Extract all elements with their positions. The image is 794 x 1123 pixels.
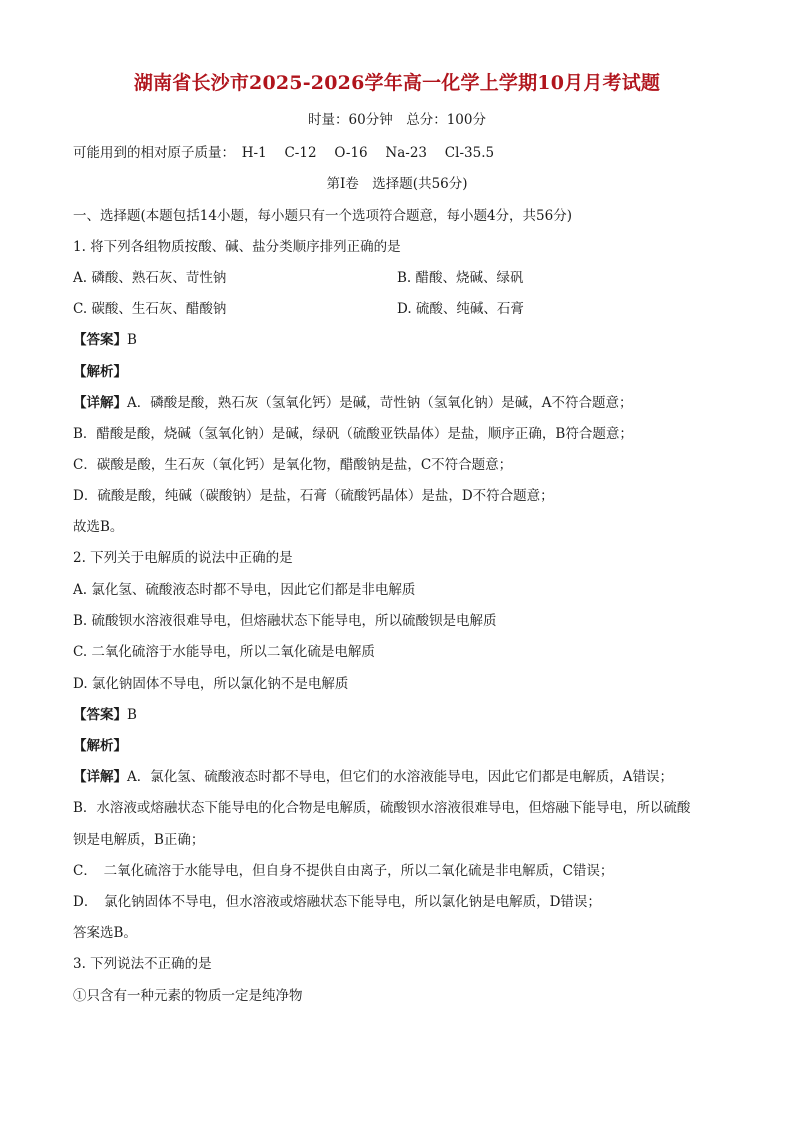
q2-stem: 2. 下列关于电解质的说法中正确的是 [73, 550, 293, 566]
q2-answer [73, 703, 137, 723]
q2-option-d: D. 氯化钠固体不导电，所以氯化钠不是电解质 [73, 676, 349, 692]
q1-answer [73, 328, 137, 348]
q1-detail-c: C．碳酸是酸，生石灰（氧化钙）是氧化物，醋酸钠是盐，C不符合题意； [73, 457, 513, 473]
q2-option-c: C. 二氧化硫溶于水能导电，所以二氧化硫是电解质 [73, 644, 375, 660]
answer-value: B [127, 332, 137, 348]
q3-item-1: ①只含有一种元素的物质一定是纯净物 [73, 988, 303, 1004]
q2-detail-c: C． 二氧化硫溶于水能导电，但自身不提供自由离子，所以二氧化硫是非电解质，C错误； [73, 863, 614, 879]
q1-option-b: B. 醋酸、烧碱、绿矾 [397, 270, 524, 286]
answer-value: B [127, 707, 137, 723]
q2-detail-d: D． 氯化钠固体不导电，但水溶液或熔融状态下能导电，所以氯化钠是电解质，D错误； [73, 894, 601, 910]
q2-detail-b1: B．水溶液或熔融状态下能导电的化合物是电解质，硫酸钡水溶液很难导电，但熔融下能导电，所以硫酸 [73, 800, 691, 816]
q1-analysis-tag [73, 360, 127, 380]
answer-tag: 【答案】 [73, 332, 127, 348]
section-intro: 一、选择题(本题包括14小题，每小题只有一个选项符合题意，每小题4分，共56分) [73, 208, 572, 224]
detail-text: A．氯化氢、硫酸液态时都不导电，但它们的水溶液能导电，因此它们都是电解质，A错误； [127, 769, 673, 785]
q3-stem: 3. 下列说法不正确的是 [73, 956, 212, 972]
q2-analysis-tag [73, 734, 127, 754]
answer-tag: 【答案】 [73, 707, 127, 723]
q2-detail-a [73, 765, 673, 785]
q1-detail-b: B．醋酸是酸，烧碱（氢氧化钠）是碱，绿矾（硫酸亚铁晶体）是盐，顺序正确，B符合题意； [73, 426, 633, 442]
q2-option-a: A. 氯化氢、硫酸液态时都不导电，因此它们都是非电解质 [73, 582, 416, 598]
q1-detail-d: D．硫酸是酸，纯碱（碳酸钠）是盐，石膏（硫酸钙晶体）是盐，D不符合题意； [73, 488, 554, 504]
analysis-tag: 【解析】 [73, 364, 127, 380]
analysis-tag: 【解析】 [73, 738, 127, 754]
exam-title: 湖南省长沙市2025-2026学年高一化学上学期10月月考试题 [133, 72, 661, 94]
q2-detail-b2: 钡是电解质，B正确； [73, 832, 205, 848]
q1-detail-a [73, 391, 633, 411]
q1-stem: 1. 将下列各组物质按酸、碱、盐分类顺序排列正确的是 [73, 239, 401, 255]
atomic-masses: 可能用到的相对原子质量： H-1 C-12 O-16 Na-23 Cl-35.5 [73, 145, 495, 161]
exam-meta: 时量：60分钟 总分：100分 [308, 112, 486, 128]
q1-option-d: D. 硫酸、纯碱、石膏 [397, 301, 524, 317]
q2-option-b: B. 硫酸钡水溶液很难导电，但熔融状态下能导电，所以硫酸钡是电解质 [73, 613, 497, 629]
detail-text: A．磷酸是酸，熟石灰（氢氧化钙）是碱，苛性钠（氢氧化钠）是碱，A不符合题意； [127, 395, 633, 411]
q2-conclusion: 答案选B。 [73, 925, 137, 941]
volume-header: 第Ⅰ卷 选择题(共56分) [326, 176, 468, 192]
q1-conclusion: 故选B。 [73, 519, 124, 535]
detail-tag: 【详解】 [73, 769, 127, 785]
q1-option-a: A. 磷酸、熟石灰、苛性钠 [73, 270, 227, 286]
q1-option-c: C. 碳酸、生石灰、醋酸钠 [73, 301, 227, 317]
detail-tag: 【详解】 [73, 395, 127, 411]
